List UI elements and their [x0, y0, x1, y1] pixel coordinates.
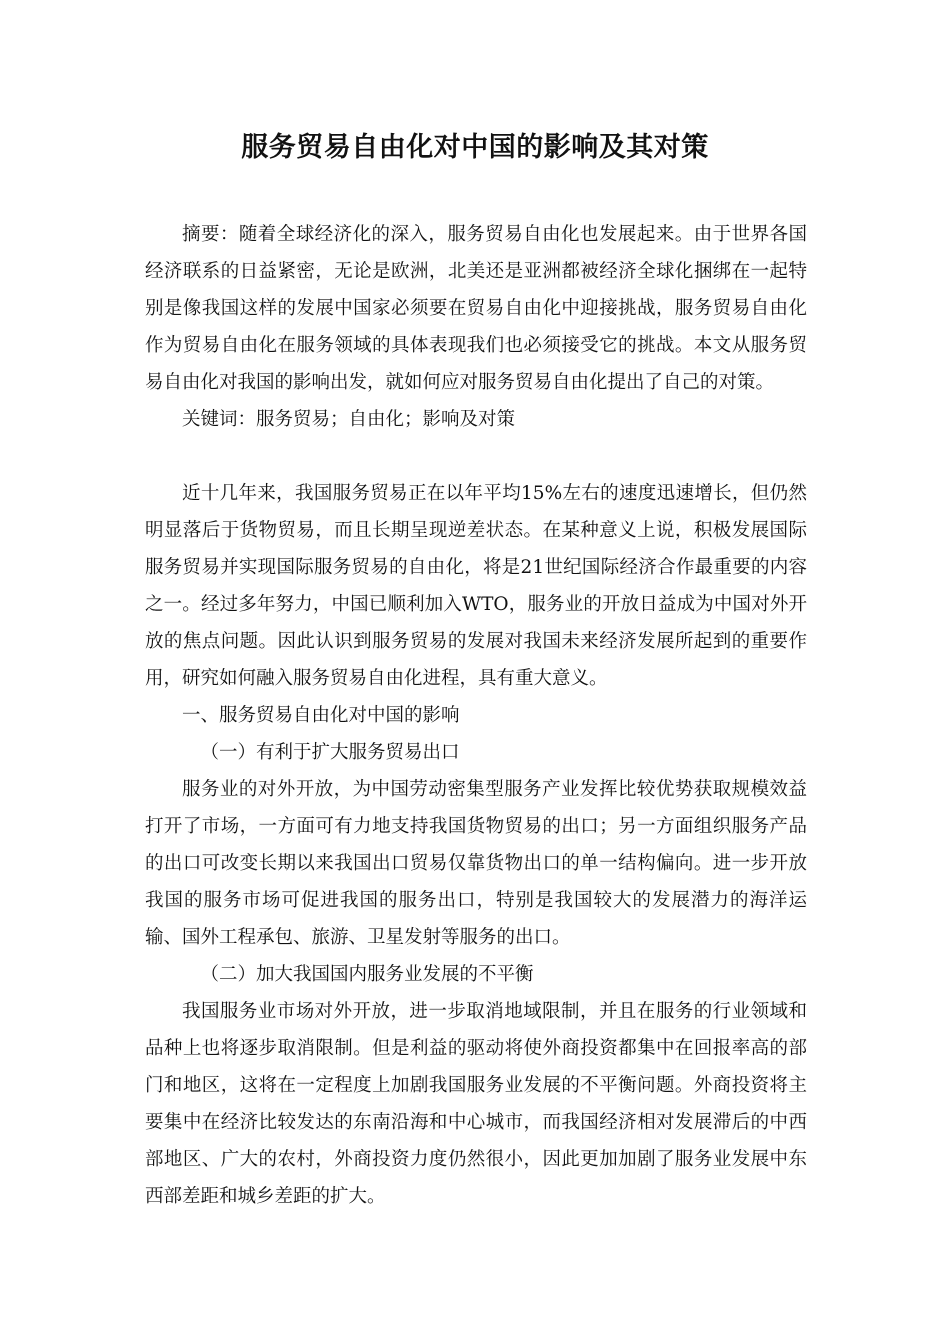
- keywords-line: 关键词：服务贸易；自由化；影响及对策: [182, 409, 516, 430]
- intro-paragraph: 近十几年来，我国服务贸易正在以年平均15%左右的速度迅速增长，但仍然明显落后于货物贸易，而且长期呈现逆差状态。在某种意义上说，积极发展国际服务贸易并实现国际服务贸易的自由化，将是21世纪国际经济合作最重要的内容之一。经过多年努力，中国已顺利加入WTO，服务业的开放日益成为中国对外开放的焦点问题。因此认识到服务贸易的发展对我国未来经济发展所起到的重要作用，研究如何融入服务贸易自由化进程，具有重大意义。: [145, 483, 807, 689]
- section-heading-1: 一、服务贸易自由化对中国的影响: [182, 705, 460, 726]
- paragraph-spacer: [145, 438, 807, 475]
- subsection-heading-1: （一）有利于扩大服务贸易出口: [200, 742, 460, 763]
- subsection-paragraph-2: 我国服务业市场对外开放，进一步取消地域限制，并且在服务的行业领域和品种上也将逐步取消限制。但是利益的驱动将使外商投资都集中在回报率高的部门和地区，这将在一定程度上加剧我国服务业发展的不平衡问题。外商投资将主要集中在经济比较发达的东南沿海和中心城市，而我国经济相对发展滞后的中西部地区、广大的农村，外商投资力度仍然很小，因此更加加剧了服务业发展中东西部差距和城乡差距的扩大。: [145, 1001, 807, 1207]
- abstract-paragraph: 摘要：随着全球经济化的深入，服务贸易自由化也发展起来。由于世界各国经济联系的日益紧密，无论是欧洲，北美还是亚洲都被经济全球化捆绑在一起特别是像我国这样的发展中国家必须要在贸易自由化中迎接挑战，服务贸易自由化作为贸易自由化在服务领域的具体表现我们也必须接受它的挑战。本文从服务贸易自由化对我国的影响出发，就如何应对服务贸易自由化提出了自己的对策。: [145, 224, 807, 393]
- page-title: 服务贸易自由化对中国的影响及其对策: [241, 132, 709, 163]
- subsection-paragraph-1: 服务业的对外开放，为中国劳动密集型服务产业发挥比较优势获取规模效益打开了市场，一方面可有力地支持我国货物贸易的出口；另一方面组织服务产品的出口可改变长期以来我国出口贸易仅靠货物出口的单一结构偏向。进一步开放我国的服务市场可促进我国的服务出口，特别是我国较大的发展潜力的海洋运输、国外工程承包、旅游、卫星发射等服务的出口。: [145, 779, 807, 948]
- subsection-heading-2: （二）加大我国国内服务业发展的不平衡: [200, 964, 534, 985]
- document-body: [145, 216, 807, 1215]
